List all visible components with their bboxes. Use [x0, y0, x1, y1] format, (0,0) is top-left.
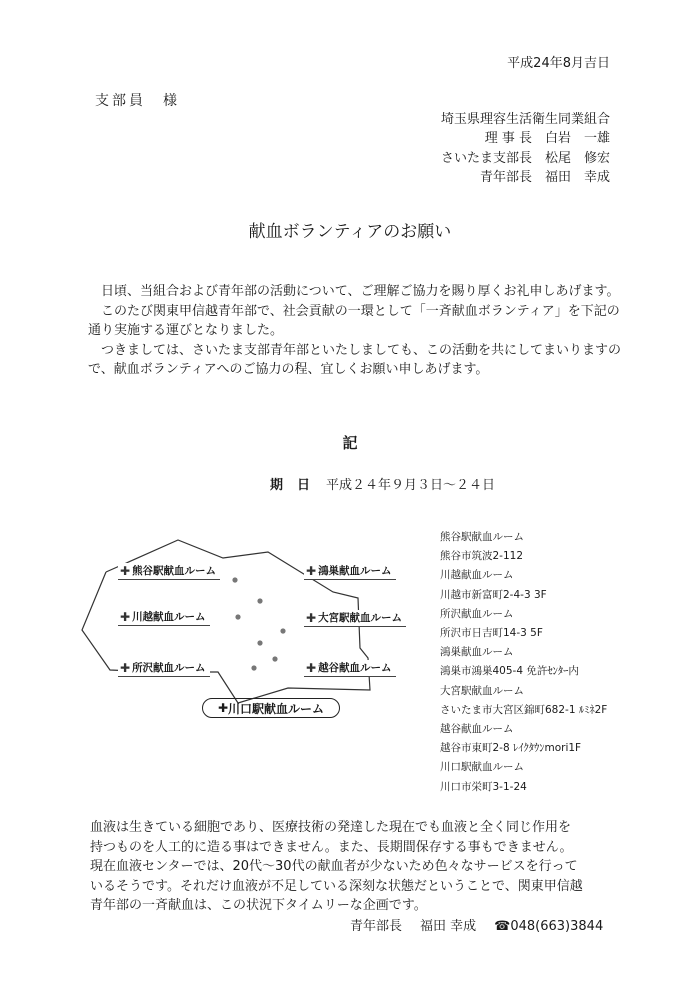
address-line: 川口駅献血ルーム: [440, 761, 524, 774]
address-list: [440, 528, 607, 797]
intro-paragraph: このたび関東甲信越青年部で、社会貢献の一環として「一斉献血ボランティア」を下記の通り実施する運びとなりました。: [88, 303, 620, 338]
address-line: 所沢市日吉町14-3 5F: [440, 627, 543, 640]
red-cross-icon: ✚: [306, 660, 317, 675]
red-cross-icon: ✚: [306, 563, 317, 578]
address-line: 所沢献血ルーム: [440, 607, 514, 620]
map-dot: [272, 656, 277, 661]
map-dot: [251, 665, 256, 670]
document-date: 平成24年8月吉日: [507, 56, 610, 71]
closing-line: 現在血液センターでは、20代～30代の献血者が少ないため色々なサービスを行って: [90, 859, 578, 874]
map-room-label: 大宮駅献血ルーム: [318, 612, 403, 624]
map-dot: [235, 614, 240, 619]
addressee: 支部員 様: [95, 93, 180, 109]
map-dot: [232, 577, 237, 582]
closing-text: [90, 818, 610, 916]
intro-paragraph: 日頃、当組合および青年部の活動について、ご理解ご協力を賜り厚くお礼申しあげます。: [88, 284, 620, 299]
sender-organization: 埼玉県理容生活衛生同業組合: [440, 112, 610, 127]
map-room-label: 越谷献血ルーム: [318, 662, 392, 674]
map-room-omiya: [304, 610, 406, 627]
closing-line: いるそうです。それだけ血液が不足している深刻な状態だということで、関東甲信越: [90, 878, 583, 894]
sender-youth-head: 青年部長 福田 幸成: [479, 169, 610, 185]
map-room-label: 熊谷駅献血ルーム: [132, 565, 217, 577]
ki-heading: 記: [342, 434, 358, 452]
address-line: 熊谷駅献血ルーム: [440, 531, 524, 543]
map-room-kumagaya: [118, 563, 220, 580]
map-room-konosu: [304, 563, 396, 580]
signature: [350, 915, 603, 934]
address-line: 越谷市東町2-8 ﾚｲｸﾀｳﾝmori1F: [440, 742, 582, 755]
map-room-tokorozawa: [118, 660, 210, 677]
red-cross-icon: ✚: [120, 609, 131, 624]
sender-branch-head: さいたま支部長 松尾 修宏: [440, 150, 610, 166]
period-label: 期日: [270, 478, 325, 493]
map-room-label: 鴻巣献血ルーム: [318, 565, 392, 577]
map-dot: [257, 598, 262, 603]
address-line: 川口市栄町3-1-24: [440, 780, 527, 793]
address-line: 鴻巣献血ルーム: [440, 646, 514, 659]
red-cross-icon: ✚: [120, 660, 131, 675]
signature-title: 青年部長: [350, 919, 403, 934]
intro-paragraph: つきましては、さいたま支部青年部といたしましても、この活動を共にしてまいりますので、献血ボランティアへのご協力の程、宜しくお願い申しあげます。: [88, 342, 622, 377]
map-room-label: 所沢献血ルーム: [132, 662, 206, 674]
signature-phone: 048(663)3844: [510, 919, 604, 934]
period-value: 平成２４年９月３日～２４日: [326, 478, 496, 493]
address-line: 川越献血ルーム: [440, 569, 514, 582]
closing-line: 持つものを人工的に造る事はできません。また、長期間保存する事もできません。: [90, 839, 573, 855]
address-line: さいたま市大宮区錦町682-1 ﾙﾐﾈ2F: [440, 703, 608, 716]
intro-text: [88, 282, 628, 380]
map-room-label: 川口駅献血ルーム: [228, 701, 325, 716]
document-title: 献血ボランティアのお願い: [248, 222, 452, 242]
address-line: 川越市新富町2-4-3 3F: [440, 588, 547, 601]
sender-chairman: 理 事 長 白岩 一雄: [484, 131, 610, 147]
red-cross-icon: ✚: [306, 610, 317, 625]
event-period: [270, 474, 495, 493]
red-cross-icon: ✚: [217, 701, 229, 715]
map-room-label: 川越献血ルーム: [132, 611, 206, 623]
signature-name: 福田 幸成: [420, 919, 477, 934]
red-cross-icon: ✚: [120, 563, 131, 578]
map-room-koshigaya: [304, 660, 396, 677]
address-line: 大宮駅献血ルーム: [440, 684, 524, 697]
closing-line: 血液は生きている細胞であり、医療技術の発達した現在でも血液と全く同じ作用を: [90, 820, 572, 835]
map-room-kawagoe: [118, 609, 210, 626]
map-dot: [257, 640, 262, 645]
address-line: 鴻巣市鴻巣405-4 免許ｾﾝﾀｰ内: [440, 665, 579, 678]
sender-block: [360, 110, 610, 187]
phone-icon: ☎: [494, 919, 511, 934]
map-dot: [280, 628, 285, 633]
closing-line: 青年部の一斉献血は、この状況下タイムリーな企画です。: [90, 898, 427, 913]
address-line: 熊谷市筑波2-112: [440, 550, 524, 563]
address-line: 越谷献血ルーム: [440, 723, 514, 736]
map-room-kawaguchi-highlight: [202, 698, 340, 718]
